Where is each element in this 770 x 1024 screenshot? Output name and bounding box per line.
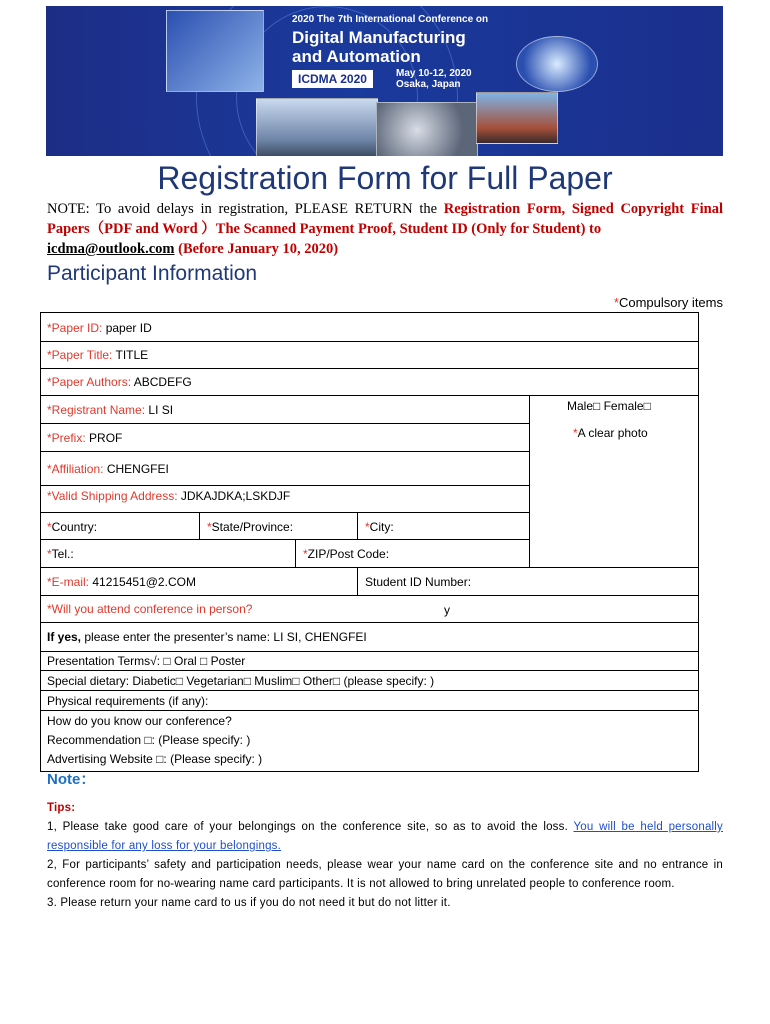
registrant-name-field[interactable]: *Registrant Name: LI SI	[47, 403, 174, 417]
tips-section	[47, 799, 723, 913]
zip-field[interactable]: *ZIP/Post Code:	[303, 547, 390, 561]
attend-answer[interactable]: y	[444, 603, 450, 617]
tech-circle-image	[516, 36, 598, 92]
note-paragraph: NOTE: To avoid delays in registration, PLEASE RETURN the Registration Form, Signed Copyright Final Papers（PDF and Word ）The Scanned Payment Proof, Student ID (Only for Student) to icdma@outlook.com (Before January 10, 2020)	[47, 201, 723, 257]
section-title: Participant Information	[47, 262, 258, 285]
email-field[interactable]: *E-mail: 41215451@2.COM	[47, 575, 196, 589]
paper-id-field[interactable]: *Paper ID: paper ID	[47, 321, 152, 335]
student-id-field[interactable]: Student ID Number:	[365, 575, 472, 589]
responsibility-link[interactable]: You will be held personally responsible for any loss for your belongings.	[47, 821, 723, 852]
advertising-website-option[interactable]: Advertising Website □: (Please specify: )	[47, 752, 263, 766]
tip-1: 1, Please take good care of your belongings on the conference site, so as to avoid the loss. You will be held personally responsible for any loss for your belongings.	[47, 821, 723, 852]
contact-email[interactable]: icdma@outlook.com	[47, 241, 175, 257]
banner-title: Digital Manufacturing and Automation	[292, 28, 466, 66]
gender-checkboxes[interactable]: Male□ Female□	[567, 399, 651, 413]
tip-2: 2, For participants’ safety and participation needs, please wear your name card on the conference site and no entrance in conference room for no-wearing name card participants. It is not allowed to bring unrelated people to conference room.	[47, 859, 723, 890]
tip-3: 3. Please return your name card to us if you do not need it but do not litter it.	[47, 897, 451, 909]
banner-date: May 10-12, 2020 Osaka, Japan	[396, 68, 472, 90]
photo-area[interactable]: *A clear photo	[573, 426, 648, 440]
attend-in-person-field[interactable]: *Will you attend conference in person?	[47, 602, 253, 616]
conference-banner	[46, 6, 723, 156]
state-field[interactable]: *State/Province:	[207, 520, 294, 534]
pagoda-image	[476, 92, 558, 144]
banner-conference-line: 2020 The 7th International Conference on	[292, 14, 489, 25]
required-items: Registration Form, Signed Copyright Final Papers（PDF and Word ）The Scanned Payment Proof, Student ID (Only for Student) to	[47, 201, 723, 237]
tips-title: Tips:	[47, 802, 76, 814]
recommendation-option[interactable]: Recommendation □: (Please specify: )	[47, 733, 251, 747]
physical-requirements[interactable]: Physical requirements (if any):	[47, 694, 209, 708]
presentation-terms[interactable]: Presentation Terms√: □ Oral □ Poster	[47, 654, 246, 668]
robot-arm-image	[166, 10, 264, 92]
page-title: Registration Form for Full Paper	[157, 160, 613, 196]
registration-form	[40, 312, 699, 772]
how-know-conference: How do you know our conference?	[47, 714, 232, 728]
prefix-field[interactable]: *Prefix: PROF	[47, 431, 123, 445]
paper-authors-field[interactable]: *Paper Authors: ABCDEFG	[47, 375, 192, 389]
notes-title: Note：	[47, 771, 96, 788]
city-field[interactable]: *City:	[365, 520, 394, 534]
special-dietary[interactable]: Special dietary: Diabetic□ Vegetarian□ Muslim□ Other□ (please specify: )	[47, 674, 435, 688]
tel-field[interactable]: *Tel.:	[47, 547, 74, 561]
country-field[interactable]: *Country:	[47, 520, 98, 534]
shipping-address-field[interactable]: *Valid Shipping Address: JDKAJDKA;LSKDJF	[47, 489, 291, 503]
deadline: (Before January 10, 2020)	[174, 241, 339, 257]
affiliation-field[interactable]: *Affiliation: CHENGFEI	[47, 462, 169, 476]
presenter-name-field[interactable]: If yes, please enter the presenter’s name: LI SI, CHENGFEI	[47, 630, 367, 644]
osaka-castle-image	[256, 98, 378, 156]
compulsory-note: *Compulsory items	[613, 295, 723, 310]
paper-title-field[interactable]: *Paper Title: TITLE	[47, 348, 149, 362]
banner-badge: ICDMA 2020	[292, 70, 373, 88]
gear-image	[376, 102, 478, 156]
